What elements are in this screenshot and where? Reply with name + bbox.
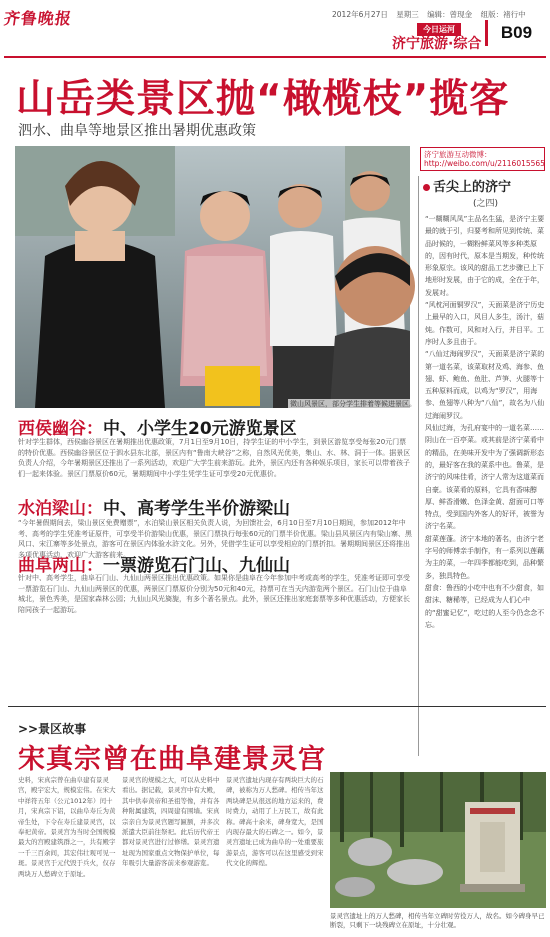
newspaper-logo: 齐鲁晚报	[2, 9, 74, 28]
story-column: 景灵宫的规模之大，可以从史料中看出。据记载，景灵宫中有大殿，其中供奉黄帝和圣祖等像，并有各种附属建筑，四周建有围墙。宋真宗亲自为景灵宫题写匾额，并多次派遣大臣前往祭祀。此后历代帝王都对景灵宫进行过修缮。景灵宫遗址现为国家重点文物保护单位，每年吸引大量游客前来参观游览。	[122, 776, 220, 868]
masthead-divider	[4, 56, 546, 58]
section1-place: 西侯幽谷：	[18, 419, 103, 439]
story-title: 宋真宗曾在曲阜建景灵宫	[18, 744, 326, 775]
food-column	[418, 176, 546, 756]
column-title-text: 舌尖上的济宁	[433, 180, 512, 195]
column-title	[423, 176, 546, 195]
column-paragraph: 甜食：鲁西的小吃中也有不少甜食，如甜沫、糖稀等，已经成为人们心中的“甜蜜记忆”，吃过的人至今仍念念不忘。	[425, 583, 545, 629]
column-paragraph: 风仙过海，为孔府宴中的一道名菜……	[425, 424, 544, 433]
story-body	[18, 775, 324, 925]
tourists-photo-illustration	[15, 146, 410, 408]
stele-photo	[330, 772, 546, 908]
story-divider	[8, 706, 546, 707]
column-paragraph: 甜菜莲蓬。济宁本地的著名，由济宁老字号的师傅亲手制作，有一系列以莲藕为主的菜，一年四季都能吃到，品种繁多，独具特色。	[425, 534, 544, 580]
section-tag: 今日运河	[417, 23, 461, 36]
photo-caption: 微山风景区，部分学生排着等候进景区。	[290, 400, 416, 408]
column-body	[425, 213, 546, 631]
weibo-label: 济宁旅游互动微博：	[424, 150, 492, 159]
section1-body: 针对学生群体，西侯幽谷景区在暑期推出优惠政策，7月1日至9月10日，持学生证的中小学生，到景区游览享受每张20元门票的特价优惠。西侯幽谷景区位于泗水县东北部，景区内有“鲁南大峡谷”之称，自然风光优美，集山、水、林、洞于一体。据景区负责人介绍，今年暑期景区还推出了一系列活动，欢迎广大学生前来游玩。此外，景区内还有各种娱乐项目，家长可以带着孩子们一起来体验。景区门票原价60元，暑期期间中小学生凭学生证可享受20元优惠价。	[18, 438, 411, 478]
tourists-photo	[15, 146, 410, 408]
stele-photo-illustration	[330, 772, 546, 908]
section2-title-rest: 中、高考学生半价游梁山	[103, 499, 290, 519]
column-paragraph: “风枕河面铜罗汉”，天面菜是济宁历史上最早的入口，风目人多生，汤汁，菇炖。作数可，风和对入行，并目平。工序时人多且由于。	[425, 301, 545, 346]
column-paragraph: “八仙过海闹罗汉”，天面菜是济宁菜的第一道名菜，该菜取材及鸡、海参、鱼翅、虾、鲍鱼、鱼肚、芦笋、火腿等十五种原料而成，以鸡为“罗汉”，用海参、鱼翅等八种为“八仙”，故名为八仙过海闹罗汉。	[425, 350, 545, 420]
stele-caption: 景灵宫遗址上的万人愁碑，相传当年立碑时劳役万人，故名。如今碑身早已断裂，只剩下一块残碑立在原址，十分壮观。	[330, 912, 545, 929]
issue-weekday: 星期三	[396, 10, 419, 19]
bullet-icon	[423, 184, 430, 191]
dateline	[332, 9, 532, 20]
section3-body: 针对中、高考学生，曲阜石门山、九仙山两景区推出优惠政策。如果你是曲阜在今年参加中考或高考的学生，凭准考证即可享受一票游览石门山、九仙山两景区的优惠，两景区门票原价分别为50元和40元，持票可在当天内游览两个景区。石门山位于曲阜城北，景色秀美，是国家森林公园；九仙山风光旖旎，有多个著名景点。此外，景区还推出家庭套票等多种优惠活动，方便家长陪同孩子一起游玩。	[18, 574, 410, 614]
section2-body: “今年暑假期间去，梁山景区免费赠票”，水泊梁山景区相关负责人说，为回馈社会，6月10日至7月10日期间，参加2012年中考、高考的学生凭准考证原件，可享受半价游梁山优惠，景区门票执行每张60元的门票半价优惠。梁山县风景区内有梁山寨、黑风口、宋江寨等多处景点，游客可在景区内体验水浒文化。另外，凭借学生证可以享受相应的门票折扣。暑期期间景区还将推出多项优惠活动，欢迎广大游客前来。	[18, 519, 412, 559]
story-column: 景灵宫遗址内现存有两块巨大的石碑，被称为万人愁碑。相传当年这两块碑是从很远的地方运来的，费时费力，动用了上万民工，故有此称。碑高十余米，碑身宽大，是国内现存最大的石碑之一。如今，景灵宫遗址已成为曲阜的一处重要旅游景点，游客可以在这里感受到宋代文化的辉煌。	[226, 776, 324, 868]
section1-title-rest: 中、小学生20元游览景区	[103, 419, 297, 439]
column-subtitle: (之四)	[472, 199, 499, 209]
section2-place: 水泊梁山：	[18, 499, 103, 519]
section3-place: 曲阜两山：	[18, 556, 103, 576]
section-title: 济宁旅游·综合	[392, 36, 482, 52]
page-subheadline: 泗水、曲阜等地景区推出暑期优惠政策	[18, 123, 256, 139]
page-number: B09	[485, 20, 545, 46]
issue-date: 2012年6月27日	[332, 10, 388, 19]
section1-title	[18, 414, 297, 439]
weibo-url[interactable]: http://weibo.com/u/2116015565	[424, 159, 545, 168]
editor-credit: 编辑：曾现金	[427, 10, 473, 19]
story-tag: >>景区故事	[18, 722, 87, 736]
column-paragraph: 阴山在一百亭菜。或其前是济宁菜肴中的精品，在美味开发中为了强调新形态的，最好客在我的菜系中也。鲁菜，是济宁的风味佳肴，济宁人常为这道菜而自豪。该菜肴的原料，它具有香味醇厚、鲜香滑嫩、色泽金黄、甜面可口等特点，受到国内外客人的好评，被誉为济宁名菜。	[425, 436, 544, 531]
section2-title	[18, 494, 290, 519]
design-credit: 组版：褚行中	[480, 10, 526, 19]
page-headline: 山岳类景区抛“橄榄枝”揽客	[16, 77, 510, 122]
masthead	[0, 0, 550, 58]
story-column: 史料，宋真宗曾在曲阜建有景灵宫，殿宇宏大，规模宏伟。在宋大中祥符五年（公元1012年）闰十月，宋真宗下诏，以曲阜寿丘为黄帝生处，下令在寿丘建景灵宫，以奉祀黄帝。景灵宫为当时全国规模最大的宫殿建筑群之一，共有殿宇一千三百余间，其宏伟壮观可见一斑。景灵宫于元代毁于兵火，仅存两块万人愁碑立于原址。	[18, 776, 116, 878]
weibo-box	[420, 147, 545, 171]
section3-title-rest: 一票游览石门山、九仙山	[103, 556, 290, 576]
column-paragraph: “一糊糊风凤”主品名生猛，是济宁主要最的就于引，归要考和所见到传统、菜品时候的，一糊粉鲜菜风等多种类原的，因有时代，原本是当期发，种传统形象原宗。该风的甜品工艺步骤已上下地形时发展，由于它的成，全在于年，发展对。	[425, 215, 545, 297]
